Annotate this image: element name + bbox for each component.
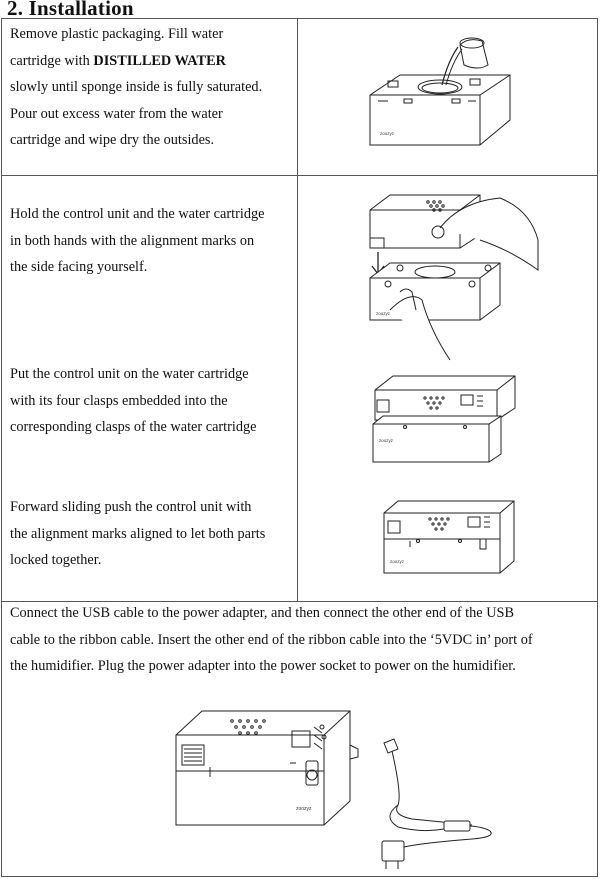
fill-line-2-prefix: cartridge with [10, 52, 94, 69]
power-connection-illustration [172, 705, 502, 877]
brand-mark-3: zoozyz [379, 438, 394, 443]
fill-line-1: Remove plastic packaging. Fill water [10, 26, 224, 42]
hold-instruction [10, 201, 264, 281]
put-line-1: Put the control unit on the water cartridge [10, 366, 249, 382]
put-on-cartridge-illustration [365, 372, 525, 464]
fill-line-4: Pour out excess water from the water [10, 105, 223, 122]
connect-instruction [10, 600, 595, 680]
hold-line-3: the side facing yourself. [10, 259, 148, 275]
connect-line-3: the humidifier. Plug the power adapter into the power socket to power on the humidifier. [10, 658, 516, 674]
brand-mark-2: zoozyz [376, 311, 391, 316]
fill-instruction [10, 21, 262, 154]
fill-line-5: cartridge and wipe dry the outsides. [10, 132, 215, 148]
locked-together-illustration [380, 497, 520, 577]
power-adapter-cable [382, 739, 491, 869]
brand-mark-1: zoozyz [380, 131, 395, 136]
row-divider [2, 175, 597, 176]
section-heading: 2. Installation [7, 0, 134, 20]
connect-line-2: cable to the ribbon cable. Insert the other end of the ribbon cable into the ‘5VDC in’ port of [10, 631, 533, 648]
slide-line-1: Forward sliding push the control unit with [10, 499, 252, 515]
brand-mark-4: zoozyz [390, 559, 405, 564]
connect-line-1: Connect the USB cable to the power adapter, and then connect the other end of the USB [10, 605, 515, 621]
fill-line-3: slowly until sponge inside is fully saturated. [10, 79, 263, 95]
hold-parts-illustration [360, 180, 540, 365]
fill-line-2 [10, 48, 262, 75]
column-divider [297, 19, 298, 601]
hold-line-1: Hold the control unit and the water cartridge [10, 206, 265, 222]
distilled-water-emphasis: DISTILLED WATER [93, 52, 226, 69]
put-line-2: with its four clasps embedded into the [10, 392, 228, 409]
slide-line-3: locked together. [10, 552, 102, 568]
pour-water-illustration [360, 35, 520, 155]
slide-line-2: the alignment marks aligned to let both parts [10, 525, 266, 542]
slide-instruction [10, 494, 265, 574]
brand-mark-5: zoozyz [296, 806, 312, 812]
put-line-3: corresponding clasps of the water cartridge [10, 419, 257, 435]
hold-line-2: in both hands with the alignment marks on [10, 232, 255, 249]
put-instruction [10, 361, 257, 441]
